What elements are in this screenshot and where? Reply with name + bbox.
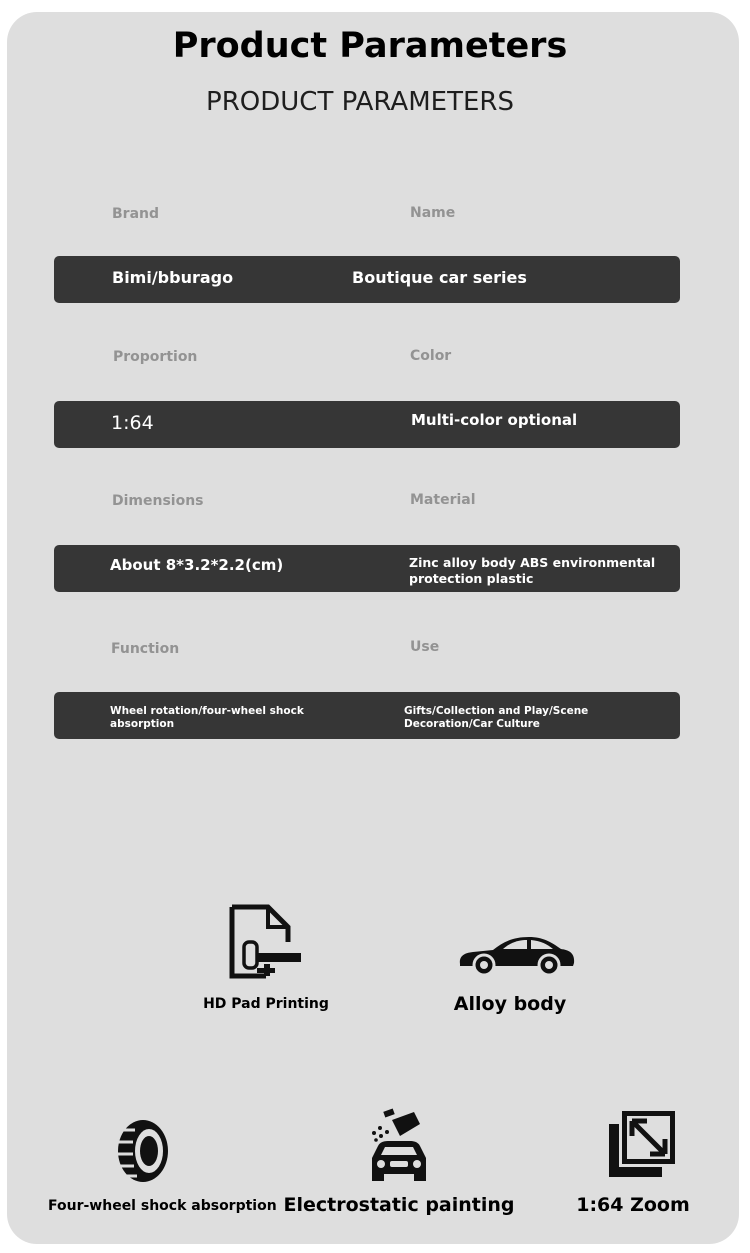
zoom-arrow-icon [608,1110,676,1178]
color-value: Multi-color optional [411,411,578,429]
material-label: Material [410,492,476,508]
proportion-label: Proportion [113,349,198,365]
name-value: Boutique car series [352,268,527,287]
alloy-body-label: Alloy body [453,993,567,1015]
spray-car-icon [366,1108,432,1182]
dimensions-label: Dimensions [112,493,204,509]
zoom-label: 1:64 Zoom [576,1194,690,1216]
four-wheel-label: Four-wheel shock absorption [48,1198,277,1214]
car-icon [457,933,577,978]
color-label: Color [410,348,452,364]
page-title: Product Parameters [172,26,568,66]
hd-pad-printing-label: HD Pad Printing [203,996,329,1012]
brand-label: Brand [112,206,160,222]
tire-icon [115,1118,171,1184]
proportion-value: 1:64 [111,412,154,434]
dimensions-value: About 8*3.2*2.2(cm) [110,556,284,574]
electrostatic-label: Electrostatic painting [283,1194,515,1216]
function-label: Function [111,641,180,657]
name-label: Name [410,205,456,221]
material-value: Zinc alloy body ABS environmental protection plastic [409,555,656,586]
function-value: Wheel rotation/four-wheel shock absorption [110,705,304,731]
page-subtitle: PRODUCT PARAMETERS [206,87,514,117]
brand-value: Bimi/bburago [112,268,234,287]
parameters-card [7,12,739,1244]
document-roller-icon [228,904,304,980]
use-value: Gifts/Collection and Play/Scene Decoration/Car Culture [404,705,589,731]
use-label: Use [410,639,440,655]
